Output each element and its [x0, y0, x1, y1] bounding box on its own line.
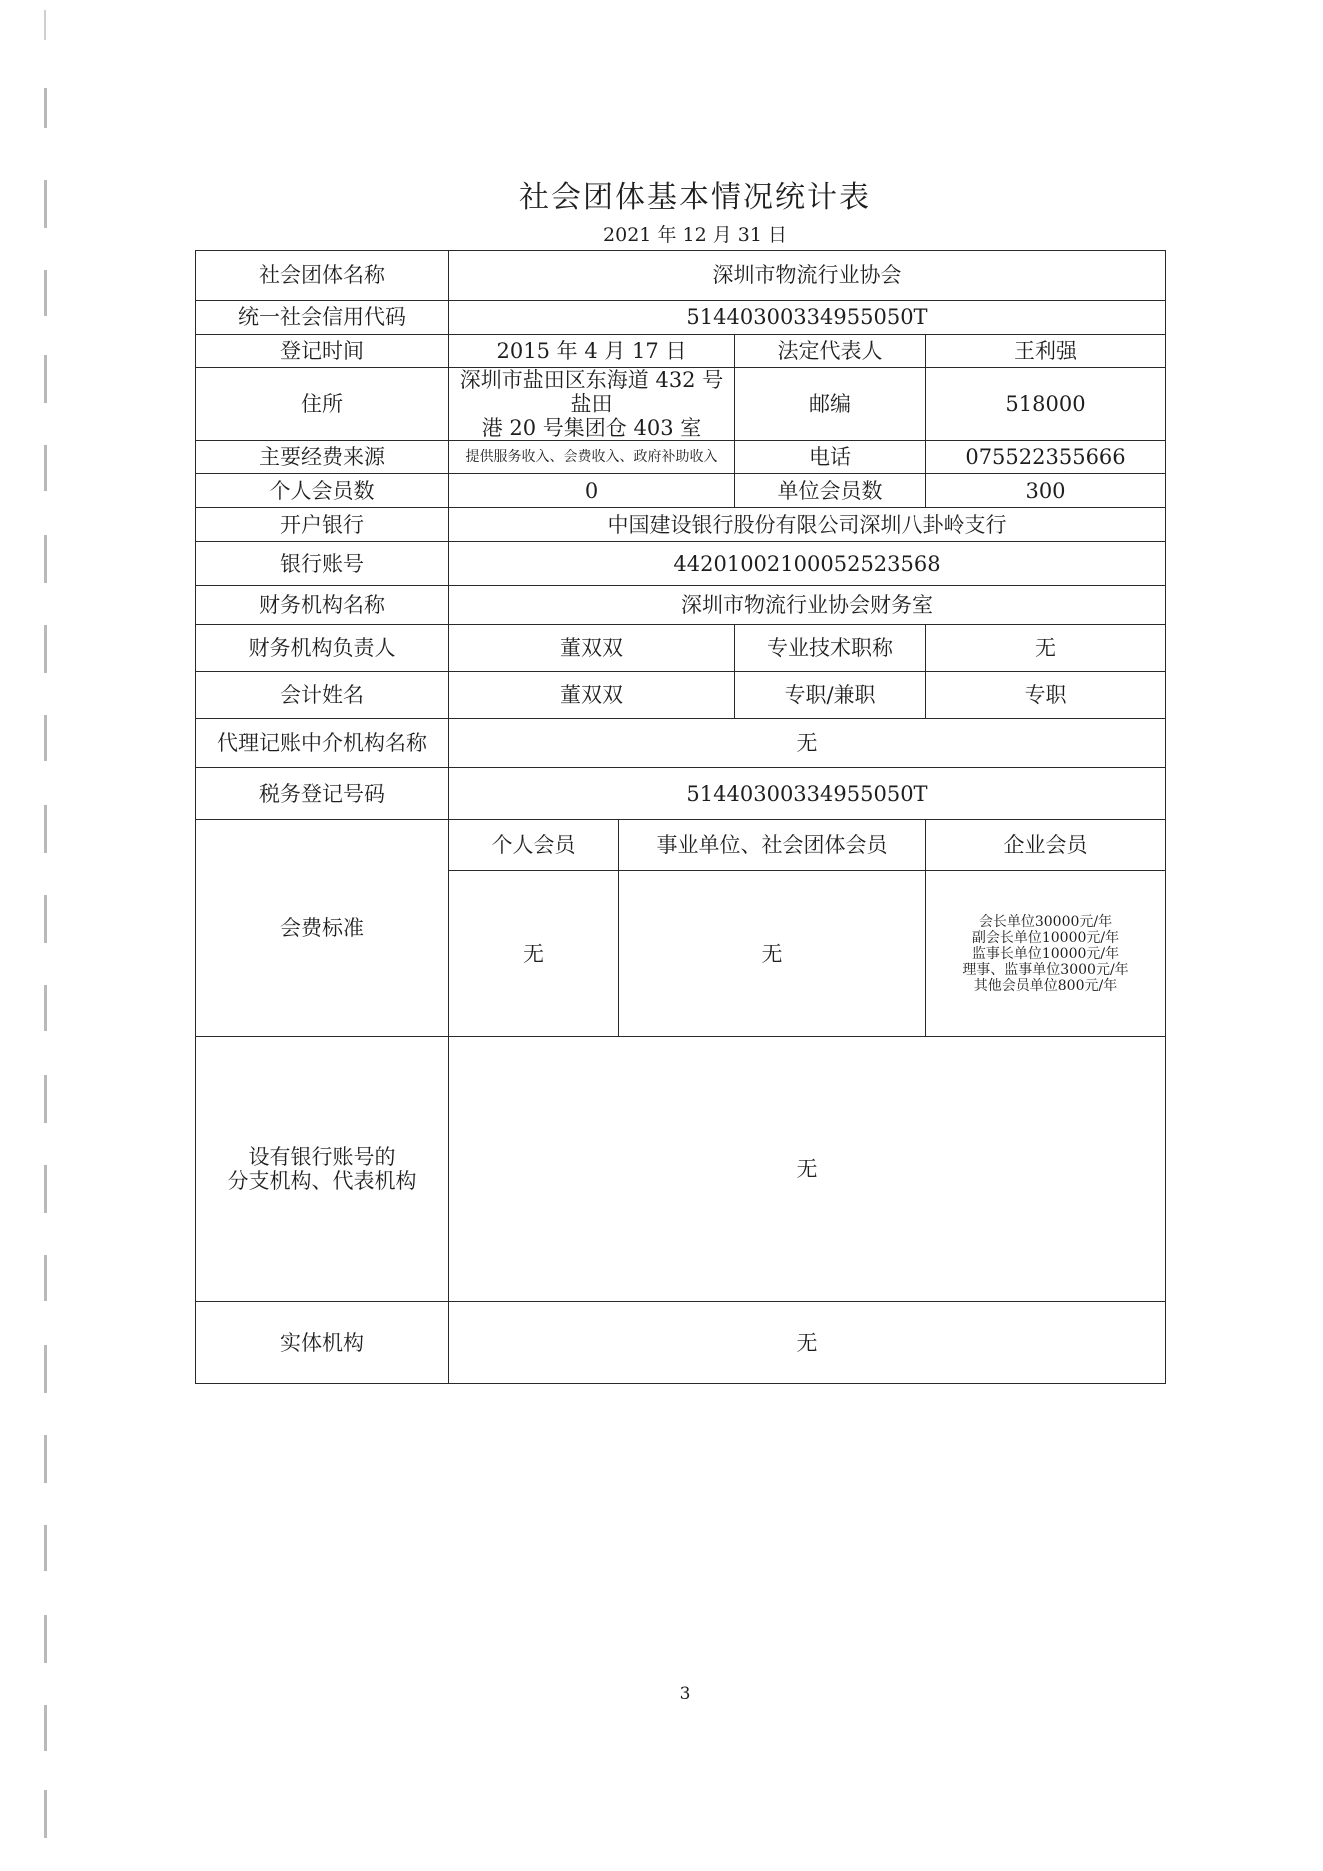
binder-mark	[44, 270, 47, 316]
postcode-value: 518000	[926, 368, 1166, 441]
report-date: 2021 年 12 月 31 日	[603, 224, 787, 246]
fee-individual-value: 无	[449, 871, 619, 1037]
fee-enterprise-item: 副会长单位10000元/年	[971, 929, 1120, 946]
table-row	[196, 625, 1166, 672]
fee-col-enterprise: 企业会员	[926, 820, 1166, 871]
tax-code-label: 税务登记号码	[196, 768, 449, 820]
account-value: 44201002100052523568	[449, 542, 1166, 586]
table-row	[196, 542, 1166, 586]
binder-mark	[44, 535, 47, 583]
tech-title-label: 专业技术职称	[735, 625, 926, 672]
branch-label-line-2: 分支机构、代表机构	[227, 1169, 417, 1194]
statistics-table	[195, 250, 1166, 1384]
page-number: 3	[679, 1684, 691, 1704]
table-row	[196, 474, 1166, 508]
address-label: 住所	[196, 368, 449, 441]
fulltime-label: 专职/兼职	[735, 672, 926, 719]
binder-mark	[44, 715, 47, 761]
binder-mark	[44, 445, 47, 491]
binder-mark	[44, 355, 47, 403]
binder-mark	[44, 985, 47, 1031]
entity-label: 实体机构	[196, 1302, 449, 1384]
binder-mark	[44, 625, 47, 673]
branch-value: 无	[449, 1037, 1166, 1302]
account-label: 银行账号	[196, 542, 449, 586]
accountant-value: 董双双	[449, 672, 735, 719]
individual-members-value: 0	[449, 474, 735, 508]
bank-value: 中国建设银行股份有限公司深圳八卦岭支行	[449, 508, 1166, 542]
binder-mark	[44, 1790, 47, 1838]
fee-col-individual: 个人会员	[449, 820, 619, 871]
binder-mark	[44, 805, 47, 853]
credit-code-label: 统一社会信用代码	[196, 301, 449, 335]
tax-code-value: 51440300334955050T	[449, 768, 1166, 820]
credit-code-value: 51440300334955050T	[449, 301, 1166, 335]
legal-rep-value: 王利强	[926, 335, 1166, 368]
finance-head-value: 董双双	[449, 625, 735, 672]
legal-rep-label: 法定代表人	[735, 335, 926, 368]
org-name-value: 深圳市物流行业协会	[449, 251, 1166, 301]
fee-standard-label: 会费标准	[196, 820, 449, 1037]
table-row	[196, 441, 1166, 474]
funding-label: 主要经费来源	[196, 441, 449, 474]
table-row	[196, 1037, 1166, 1302]
tech-title-value: 无	[926, 625, 1166, 672]
fee-enterprise-item: 理事、监事单位3000元/年	[962, 961, 1129, 978]
finance-name-value: 深圳市物流行业协会财务室	[449, 586, 1166, 625]
table-row	[196, 335, 1166, 368]
phone-label: 电话	[735, 441, 926, 474]
bank-label: 开户银行	[196, 508, 449, 542]
table-row	[196, 820, 1166, 871]
binder-mark	[44, 1345, 47, 1393]
fee-enterprise-list	[926, 871, 1166, 1037]
individual-members-label: 个人会员数	[196, 474, 449, 508]
table-row	[196, 1302, 1166, 1384]
table-row	[196, 672, 1166, 719]
fee-enterprise-item: 其他会员单位800元/年	[973, 978, 1118, 995]
page-title: 社会团体基本情况统计表	[519, 180, 871, 215]
address-value	[449, 368, 735, 441]
table-row	[196, 301, 1166, 335]
entity-value: 无	[449, 1302, 1166, 1384]
branch-label	[196, 1037, 449, 1302]
fee-col-institution: 事业单位、社会团体会员	[619, 820, 926, 871]
table-row	[196, 368, 1166, 441]
finance-name-label: 财务机构名称	[196, 586, 449, 625]
binder-mark	[44, 1435, 47, 1483]
binder-mark	[44, 10, 46, 40]
table-row	[196, 586, 1166, 625]
org-name-label: 社会团体名称	[196, 251, 449, 301]
address-line-2: 港 20 号集团仓 403 室	[481, 416, 702, 441]
unit-members-value: 300	[926, 474, 1166, 508]
binder-mark	[44, 1255, 47, 1301]
binder-mark	[44, 1165, 47, 1213]
binder-mark	[44, 895, 47, 943]
reg-date-label: 登记时间	[196, 335, 449, 368]
fee-institution-value: 无	[619, 871, 926, 1037]
table-row	[196, 508, 1166, 542]
address-line-1: 深圳市盐田区东海道 432 号盐田	[459, 368, 724, 417]
fee-enterprise-item: 会长单位30000元/年	[978, 913, 1113, 930]
binder-mark	[44, 1705, 47, 1751]
binder-mark	[44, 1615, 47, 1663]
table-row	[196, 768, 1166, 820]
postcode-label: 邮编	[735, 368, 926, 441]
funding-value: 提供服务收入、会费收入、政府补助收入	[449, 441, 735, 474]
binder-mark	[44, 1075, 47, 1123]
accountant-label: 会计姓名	[196, 672, 449, 719]
agent-label: 代理记账中介机构名称	[196, 719, 449, 768]
finance-head-label: 财务机构负责人	[196, 625, 449, 672]
phone-value: 075522355666	[926, 441, 1166, 474]
binder-mark	[44, 1525, 47, 1571]
unit-members-label: 单位会员数	[735, 474, 926, 508]
reg-date-value: 2015 年 4 月 17 日	[449, 335, 735, 368]
table-row	[196, 719, 1166, 768]
table-row	[196, 251, 1166, 301]
fee-enterprise-item: 监事长单位10000元/年	[971, 945, 1120, 962]
fulltime-value: 专职	[926, 672, 1166, 719]
branch-label-line-1: 设有银行账号的	[248, 1145, 396, 1170]
agent-value: 无	[449, 719, 1166, 768]
binder-mark	[44, 88, 47, 128]
